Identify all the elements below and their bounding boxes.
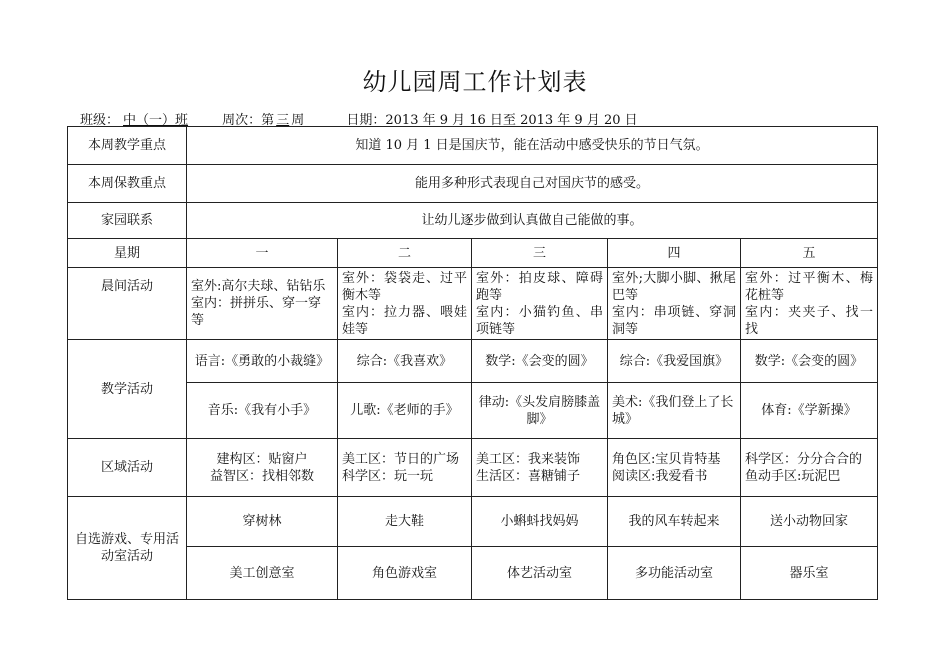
area-line: 科学区：分分合合的 <box>745 451 863 467</box>
care-focus-label: 本周保教重点 <box>68 165 187 203</box>
area-line: 阅读区:我爱看书 <box>612 468 708 484</box>
teaching-cell: 体育:《学新操》 <box>741 383 878 439</box>
morning-outdoor: 室外:高尔夫球、钻钻乐 <box>191 279 326 294</box>
morning-cell-1 <box>187 268 338 340</box>
weekday-5: 五 <box>741 239 878 268</box>
care-focus-row <box>68 165 878 203</box>
morning-activity-label: 晨间活动 <box>68 268 187 340</box>
morning-cell-2 <box>338 268 472 340</box>
area-cell-1 <box>187 439 338 497</box>
morning-cell-3 <box>472 268 608 340</box>
weekday-3: 三 <box>472 239 608 268</box>
game-cell: 走大鞋 <box>338 497 472 547</box>
teaching-cell: 综合:《我喜欢》 <box>338 340 472 383</box>
home-contact-value: 让幼儿逐步做到认真做自己能做的事。 <box>187 203 878 239</box>
area-line: 美工区：我来装饰 <box>476 451 581 467</box>
home-contact-label: 家园联系 <box>68 203 187 239</box>
game-cell: 小蝌蚪找妈妈 <box>472 497 608 547</box>
morning-indoor: 室内：小猫钓鱼、串项链等 <box>476 304 603 337</box>
morning-cell-5 <box>741 268 878 340</box>
area-line: 生活区：喜糖铺子 <box>476 468 581 484</box>
weekday-header-label: 星期 <box>68 239 187 268</box>
area-cell-2 <box>338 439 472 497</box>
room-cell: 多功能活动室 <box>608 547 741 600</box>
morning-indoor: 室内：夹夹子、找一找 <box>745 304 873 337</box>
teaching-cell: 语言:《勇敢的小裁缝》 <box>187 340 338 383</box>
teaching-cell: 综合:《我爱国旗》 <box>608 340 741 383</box>
teaching-focus-value: 知道 10 月 1 日是国庆节，能在活动中感受快乐的节日气氛。 <box>187 127 878 165</box>
weekly-plan-table <box>67 126 878 600</box>
morning-cell-4 <box>608 268 741 340</box>
week-label: 周次：第 <box>222 113 275 128</box>
class-value: 中（一）班 <box>123 113 189 128</box>
area-activity-label: 区域活动 <box>68 439 187 497</box>
weekday-1: 一 <box>187 239 338 268</box>
morning-outdoor: 室外：过平衡木、梅花桩等 <box>745 270 873 303</box>
teaching-cell: 音乐:《我有小手》 <box>187 383 338 439</box>
teaching-cell: 儿歌:《老师的手》 <box>338 383 472 439</box>
area-cell-3 <box>472 439 608 497</box>
morning-indoor: 室内：串项链、穿洞洞等 <box>612 304 736 337</box>
area-line: 角色区:宝贝肯特基 <box>612 451 721 467</box>
room-cell: 器乐室 <box>741 547 878 600</box>
game-cell: 我的风车转起来 <box>608 497 741 547</box>
teaching-activity-label: 教学活动 <box>68 340 187 439</box>
games-row-1 <box>68 497 878 547</box>
weekday-header-row <box>68 239 878 268</box>
teaching-focus-row <box>68 127 878 165</box>
teaching-activity-row-2 <box>68 383 878 439</box>
room-cell: 美工创意室 <box>187 547 338 600</box>
week-value: 三 <box>276 113 290 128</box>
weekday-2: 二 <box>338 239 472 268</box>
morning-indoor: 室内：拉力器、喂娃娃等 <box>342 304 467 337</box>
area-line: 美工区：节日的广场 <box>342 451 460 467</box>
teaching-focus-label: 本周教学重点 <box>68 127 187 165</box>
game-cell: 送小动物回家 <box>741 497 878 547</box>
morning-outdoor: 室外：拍皮球、障碍跑等 <box>476 270 603 303</box>
area-line: 鱼动手区:玩泥巴 <box>745 468 841 484</box>
morning-activity-row <box>68 268 878 340</box>
teaching-cell: 数学:《会变的圆》 <box>741 340 878 383</box>
area-line: 科学区：玩一玩 <box>342 468 434 484</box>
morning-outdoor: 室外;大脚小脚、揪尾巴等 <box>612 270 736 303</box>
room-cell: 体艺活动室 <box>472 547 608 600</box>
care-focus-value: 能用多种形式表现自己对国庆节的感受。 <box>187 165 878 203</box>
teaching-cell: 数学:《会变的圆》 <box>472 340 608 383</box>
room-cell: 角色游戏室 <box>338 547 472 600</box>
morning-outdoor: 室外：袋袋走、过平衡木等 <box>342 270 467 303</box>
area-line: 建构区：贴窗户 <box>216 451 308 467</box>
morning-indoor: 室内：拼拼乐、穿一穿等 <box>191 296 322 328</box>
date-label: 日期： <box>346 113 386 128</box>
games-label: 自选游戏、专用活动室活动 <box>68 497 187 600</box>
weekday-4: 四 <box>608 239 741 268</box>
page-title: 幼儿园周工作计划表 <box>362 68 588 96</box>
week-suffix: 周 <box>291 113 305 128</box>
class-label: 班级： <box>80 113 120 128</box>
area-line: 益智区：找相邻数 <box>209 468 314 484</box>
area-cell-4 <box>608 439 741 497</box>
teaching-activity-row-1 <box>68 340 878 383</box>
teaching-cell: 律动:《头发肩膀膝盖脚》 <box>472 383 608 439</box>
area-activity-row <box>68 439 878 497</box>
date-value: 2013 年 9 月 16 日至 2013 年 9 月 20 日 <box>385 113 638 128</box>
home-contact-row <box>68 203 878 239</box>
area-cell-5 <box>741 439 878 497</box>
games-row-2 <box>68 547 878 600</box>
game-cell: 穿树林 <box>187 497 338 547</box>
teaching-cell: 美术:《我们登上了长城》 <box>608 383 741 439</box>
